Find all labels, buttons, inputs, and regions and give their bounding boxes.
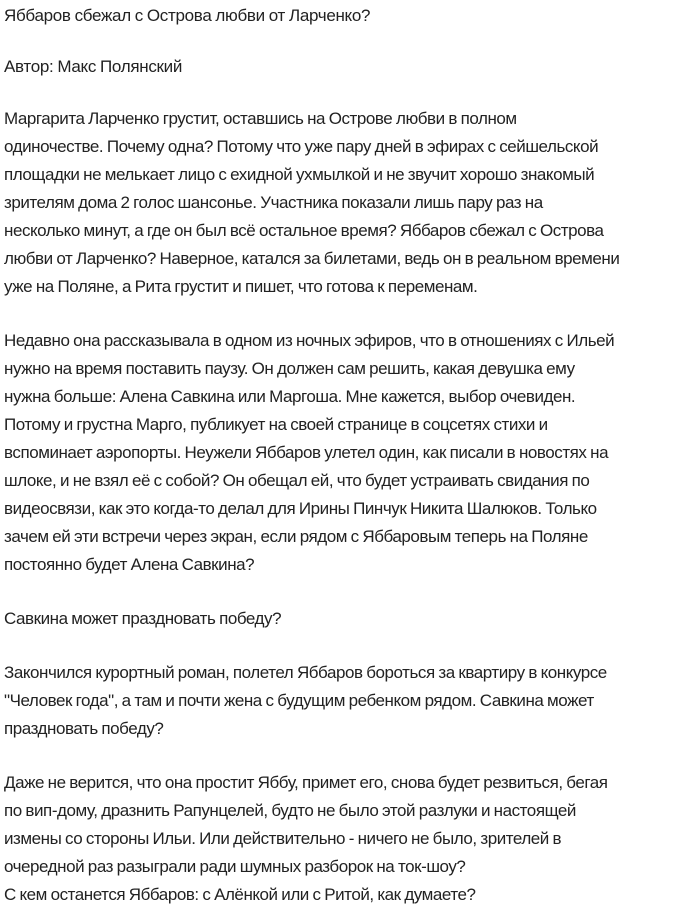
text-line: нужно на время поставить паузу. Он должен сам решить, какая девушка ему: [4, 359, 575, 378]
text-line: зрителям дома 2 голос шансонье. Участника показали лишь пару раз на: [4, 193, 543, 212]
text-line: площадки не мелькает лицо с ехидной ухмылкой и не звучит хорошо знакомый: [4, 165, 595, 184]
text-line: Потому и грустна Марго, публикует на своей странице в соцсетях стихи и: [4, 415, 548, 434]
text-line: одиночестве. Почему одна? Потому что уже пару дней в эфирах с сейшельской: [4, 137, 599, 156]
text-line: Маргарита Ларченко грустит, оставшись на Острове любви в полном: [4, 109, 517, 128]
article-author: Автор: Макс Полянский: [4, 57, 183, 76]
text-line: вспоминает аэропорты. Неужели Яббаров улетел один, как писали в новостях на: [4, 443, 609, 462]
text-line: Недавно она рассказывала в одном из ночных эфиров, что в отношениях с Ильей: [4, 331, 615, 350]
text-line: зачем ей эти встречи через экран, если рядом с Яббаровым теперь на Поляне: [4, 527, 588, 546]
text-line: Даже не верится, что она простит Яббу, примет его, снова будет резвиться, бегая: [4, 773, 608, 792]
text-line: постоянно будет Алена Савкина?: [4, 555, 255, 574]
text-line: Закончился курортный роман, полетел Яббаров бороться за квартиру в конкурсе: [4, 663, 607, 682]
paragraph-3: [4, 659, 695, 743]
text-line: уже на Поляне, а Рита грустит и пишет, что готова к переменам.: [4, 277, 478, 296]
text-line: С кем останется Яббаров: с Алёнкой или с Ритой, как думаете?: [4, 885, 476, 904]
text-line: праздновать победу?: [4, 719, 164, 738]
text-line: видеосвязи, как это когда-то делал для Ирины Пинчук Никита Шалюков. Только: [4, 499, 597, 518]
text-line: "Человек года", а там и почти жена с будущим ребенком рядом. Савкина может: [4, 691, 594, 710]
text-line: измены со стороны Ильи. Или действительно - ничего не было, зрителей в: [4, 829, 562, 848]
paragraph-4: [4, 769, 695, 881]
text-line: любви от Ларченко? Наверное, катался за билетами, ведь он в реальном времени: [4, 249, 620, 268]
text-line: по вип-дому, дразнить Рапунцелей, будто не было этой разлуки и настоящей: [4, 801, 576, 820]
article-subheading: Савкина может праздновать победу?: [4, 609, 282, 628]
article-title: Яббаров сбежал с Острова любви от Ларченко?: [4, 6, 371, 25]
closing-question: [4, 881, 695, 909]
text-line: очередной раз разыграли ради шумных разборок на ток-шоу?: [4, 857, 466, 876]
paragraph-2: [4, 327, 695, 579]
text-line: нужна больше: Алена Савкина или Маргоша. Мне кажется, выбор очевиден.: [4, 387, 576, 406]
paragraph-1: [4, 105, 695, 301]
text-line: шлоке, и не взял её с собой? Он обещал ей, что будет устраивать свидания по: [4, 471, 590, 490]
text-line: несколько минут, а где он был всё остальное время? Яббаров сбежал с Острова: [4, 221, 604, 240]
